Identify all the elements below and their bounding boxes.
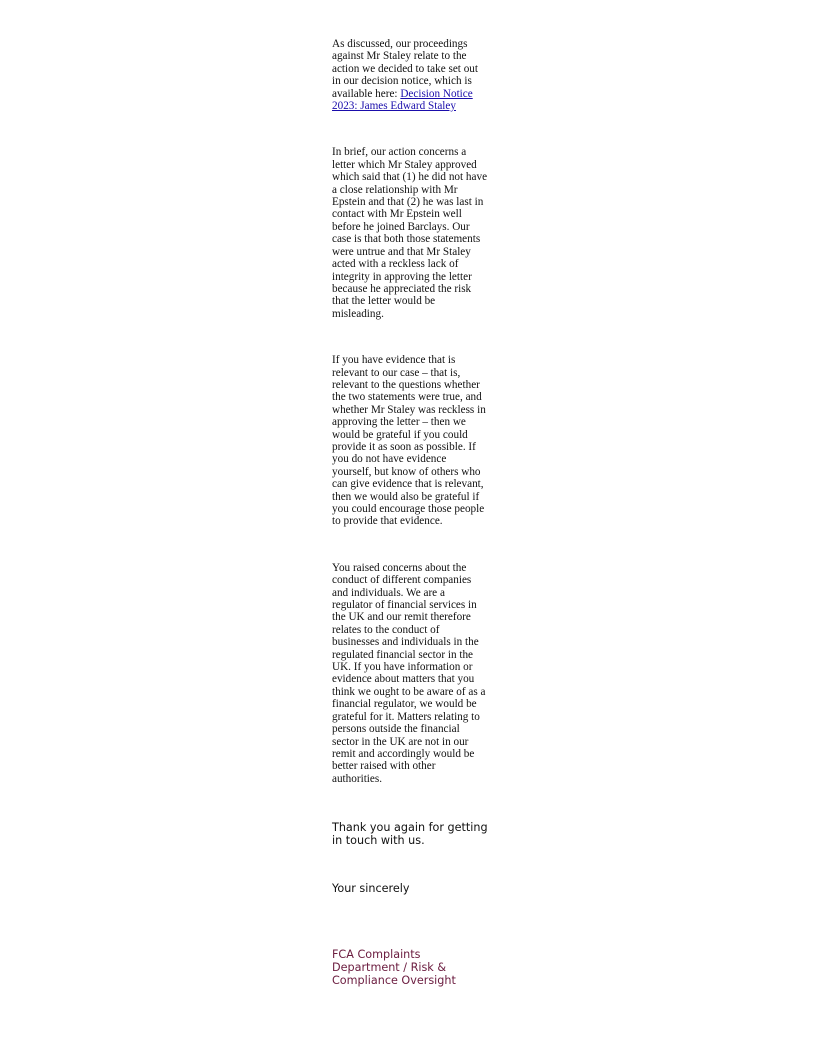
paragraph-proceedings (332, 38, 488, 112)
paragraph-evidence-request: If you have evidence that is relevant to our case – that is, relevant to the questions whether the two statements were true, and whether Mr Staley was reckless in approving the letter – then we would be grateful if you could provide it as soon as possible. If you do not have evidence yourself, but know of others who can give evidence that is relevant, then we would also be grateful if you could encourage those people to provide that evidence. (332, 354, 486, 528)
paragraph-remit: You raised concerns about the conduct of different companies and individuals. We are a regulator of financial services in the UK and our remit therefore relates to the conduct of businesses and individuals in the regulated financial sector in the UK. If you have information or evidence about matters that you think we ought to be aware of as a financial regulator, we would be grateful for it. Matters relating to persons outside the financial sector in the UK are not in our remit and accordingly would be better raised with other authorities. (332, 561, 486, 785)
signature-block: FCA Complaints Department / Risk & Compliance Oversight (332, 948, 456, 988)
paragraph-proceedings-text: As discussed, our proceedings against Mr Staley relate to the action we decided to take set out in our decision notice, which is available here: (332, 38, 479, 100)
paragraph-action-summary: In brief, our action concerns a letter which Mr Staley approved which said that (1) he did not have a close relationship with Mr Epstein and that (2) he was last in contact with Mr Epstein well before he joined Barclays. Our case is that both those statements were untrue and that Mr Staley acted with a reckless lack of integrity in approving the letter because he appreciated the risk that the letter would be misleading. (332, 146, 488, 320)
sign-off: Your sincerely (332, 882, 410, 896)
decision-notice-link[interactable]: Decision Notice 2023: James Edward Staley (332, 87, 473, 113)
closing-line: Thank you again for getting in touch with us. (332, 821, 488, 848)
letter-body (332, 38, 488, 987)
